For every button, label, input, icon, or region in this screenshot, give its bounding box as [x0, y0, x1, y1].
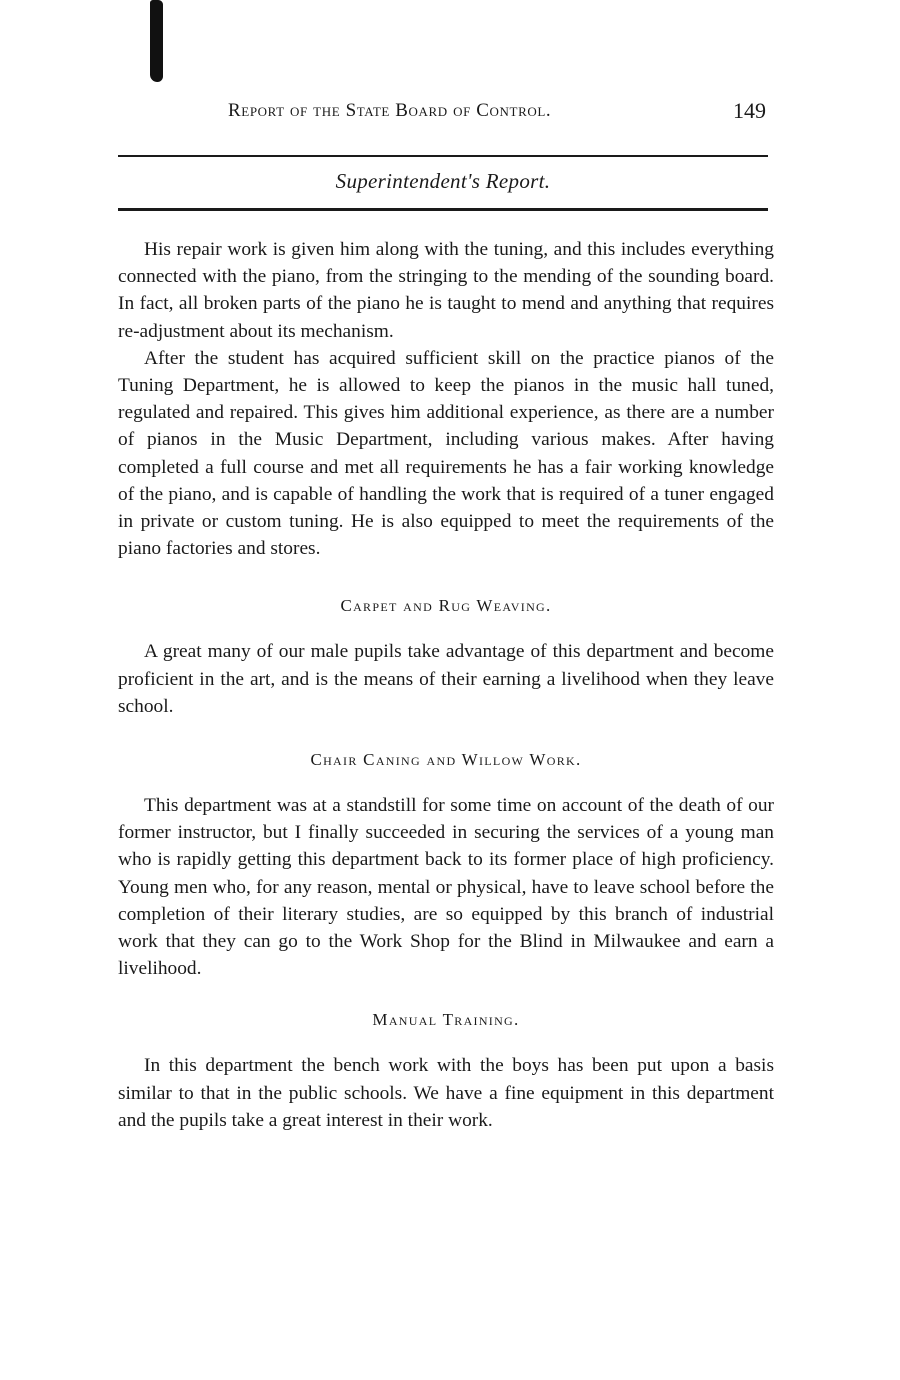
- paragraph-repair-work: His repair work is given him along with the tuning, and this includes everything connected with the piano, from the stringing to the mending of the sounding board. In fact, all broken parts of the piano he is taught to mend and anything that requires re-adjustment about its mechanism.: [118, 239, 774, 342]
- header-rule-top: [118, 155, 768, 157]
- paragraph-chair-caning: This department was at a standstill for some time on account of the death of our former instructor, but I finally succeeded in securing the services of a young man who is rapidly getting this department back to its former place of high proficiency. Young men who, for any reason, mental or physical, have to leave school before the completion of their literary studies, are so equipped by this branch of industrial work that they can go to the Work Shop for the Blind in Milwaukee and earn a livelihood.: [118, 795, 774, 980]
- paragraph-student-practice: After the student has acquired sufficient skill on the practice pianos of the Tuning Department, he is allowed to keep the pianos in the music hall tuned, regulated and repaired. This gives him additional experience, as there are a number of pianos in the Music Department, including various makes. After having completed a full course and met all requirements he has a fair working knowledge of the piano, and is capable of handling the work that is required of a tuner engaged in private or custom tuning. He is also equipped to meet the requirements of the piano factories and stores.: [118, 347, 774, 560]
- heading-chair-caning: Chair Caning and Willow Work.: [310, 750, 582, 770]
- running-title: Report of the State Board of Control.: [228, 100, 552, 121]
- header-rule-bottom: [118, 208, 768, 211]
- paragraph-carpet-rug-weaving: A great many of our male pupils take advantage of this department and become proficient in the art, and is the means of their earning a livelihood when they leave school.: [118, 641, 774, 717]
- binding-ink-mark: [150, 0, 163, 82]
- page-number: 149: [733, 98, 766, 123]
- section-heading: Superintendent's Report.: [335, 169, 551, 193]
- heading-manual-training: Manual Training.: [372, 1010, 520, 1030]
- running-head: [118, 98, 768, 128]
- heading-carpet-rug-weaving: Carpet and Rug Weaving.: [340, 596, 552, 616]
- paragraph-manual-training: In this department the bench work with the boys has been put upon a basis similar to that in the public schools. We have a fine equipment in this department and the pupils take a great interest in their work.: [118, 1055, 774, 1131]
- body-text: [118, 236, 774, 1134]
